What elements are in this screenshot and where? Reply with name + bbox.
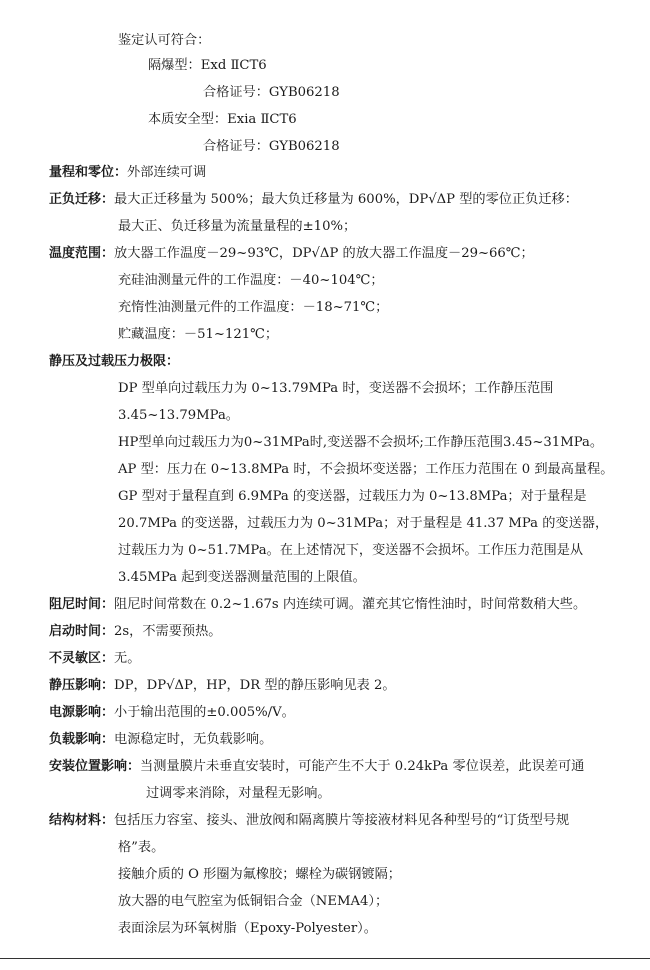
load-effect-label: 负载影响： — [49, 732, 115, 747]
static-pressure-ap: AP 型：压力在 0~13.8MPa 时，不会损坏变送器；工作压力范围在 0 到最高量程。 — [118, 462, 614, 477]
cert-intrinsic-number: 合格证号：GYB06218 — [203, 139, 340, 154]
footer-rule — [0, 958, 650, 959]
cert-flameproof-number: 合格证号：GYB06218 — [203, 85, 340, 100]
static-effect-row — [49, 677, 396, 695]
static-effect-label: 静压影响： — [49, 678, 115, 693]
static-pressure-dp1: DP 型单向过载压力为 0~13.79MPa 时，变送器不会损坏；工作静压范围 — [118, 381, 554, 396]
static-pressure-gp1: GP 型对于量程直到 6.9MPa 的变送器，过载压力为 0~13.8MPa；对于量程是 — [118, 489, 587, 504]
materials-line3: 接触介质的 O 形圈为氟橡胶；螺栓为碳钢镀隔； — [118, 867, 401, 882]
power-effect-text: 小于输出范围的±0.005%/V。 — [114, 705, 295, 720]
startup-row — [49, 623, 222, 641]
cert-intro: 鉴定认可符合： — [118, 33, 211, 48]
power-effect-row — [49, 704, 295, 722]
zero-shift-label: 正负迁移： — [49, 192, 115, 207]
deadband-row — [49, 650, 140, 668]
zero-shift-line1: 最大正迁移量为 500%；最大负迁移量为 600%，DP√ΔP 型的零位正负迁移： — [114, 192, 578, 207]
materials-line1: 包括压力容室、接头、泄放阀和隔离膜片等接液材料见各种型号的“订货型号规 — [114, 813, 570, 828]
damping-label: 阻尼时间： — [49, 597, 115, 612]
mounting-line2: 过调零来消除，对量程无影响。 — [146, 786, 331, 801]
damping-text: 阻尼时间常数在 0.2~1.67s 内连续可调。灌充其它惰性油时，时间常数稍大些。 — [114, 597, 587, 612]
temperature-line1: 放大器工作温度－29~93℃，DP√ΔP 的放大器工作温度－29~66℃； — [114, 246, 534, 261]
range-zero-text: 外部连续可调 — [127, 165, 207, 180]
materials-row — [49, 812, 569, 830]
static-pressure-gp4: 3.45MPa 起到变送器测量范围的上限值。 — [118, 570, 366, 585]
zero-shift-line2: 最大正、负迁移量为流量量程的±10%； — [118, 219, 357, 234]
static-effect-text: DP，DP√ΔP，HP，DR 型的静压影响见表 2。 — [114, 678, 396, 693]
cert-intrinsic: 本质安全型：Exia ⅡCT6 — [148, 112, 297, 127]
power-effect-label: 电源影响： — [49, 705, 115, 720]
mounting-line1: 当测量膜片未垂直安装时，可能产生不大于 0.24kPa 零位误差，此误差可通 — [140, 759, 585, 774]
materials-line5: 表面涂层为环氧树脂（Epoxy-Polyester）。 — [118, 921, 377, 936]
temperature-line2: 充硅油测量元件的工作温度：－40~104℃； — [118, 273, 384, 288]
load-effect-text: 电源稳定时，无负载影响。 — [114, 732, 273, 747]
load-effect-row — [49, 731, 272, 749]
deadband-text: 无。 — [114, 651, 141, 666]
static-pressure-dp2: 3.45~13.79MPa。 — [118, 408, 239, 423]
materials-line2: 格”表。 — [118, 840, 165, 855]
mounting-row — [49, 758, 584, 776]
cert-flameproof: 隔爆型：Exd ⅡCT6 — [148, 58, 267, 73]
mounting-label: 安装位置影响： — [49, 759, 141, 774]
materials-label: 结构材料： — [49, 813, 115, 828]
temperature-line4: 贮藏温度：－51~121℃； — [118, 327, 279, 342]
temperature-row — [49, 245, 534, 263]
static-pressure-label: 静压及过载压力极限： — [49, 354, 180, 369]
damping-row — [49, 596, 586, 614]
range-zero-row — [49, 164, 206, 182]
zero-shift-row — [49, 191, 578, 209]
materials-line4: 放大器的电气腔室为低铜铝合金（NEMA4）； — [118, 894, 389, 909]
startup-label: 启动时间： — [49, 624, 115, 639]
temperature-label: 温度范围： — [49, 246, 115, 261]
static-pressure-gp3: 过载压力为 0~51.7MPa。在上述情况下，变送器不会损坏。工作压力范围是从 — [118, 543, 584, 558]
deadband-label: 不灵敏区： — [49, 651, 115, 666]
range-zero-label: 量程和零位： — [49, 165, 128, 180]
static-pressure-hp: HP型单向过载压力为0~31MPa时,变送器不会损坏;工作静压范围3.45~31MPa。 — [118, 435, 604, 450]
startup-text: 2s，不需要预热。 — [114, 624, 222, 639]
static-pressure-gp2: 20.7MPa 的变送器，过载压力为 0~31MPa；对于量程是 41.37 MPa 的变送器， — [118, 516, 609, 531]
temperature-line3: 充惰性油测量元件的工作温度：－18~71℃； — [118, 300, 389, 315]
